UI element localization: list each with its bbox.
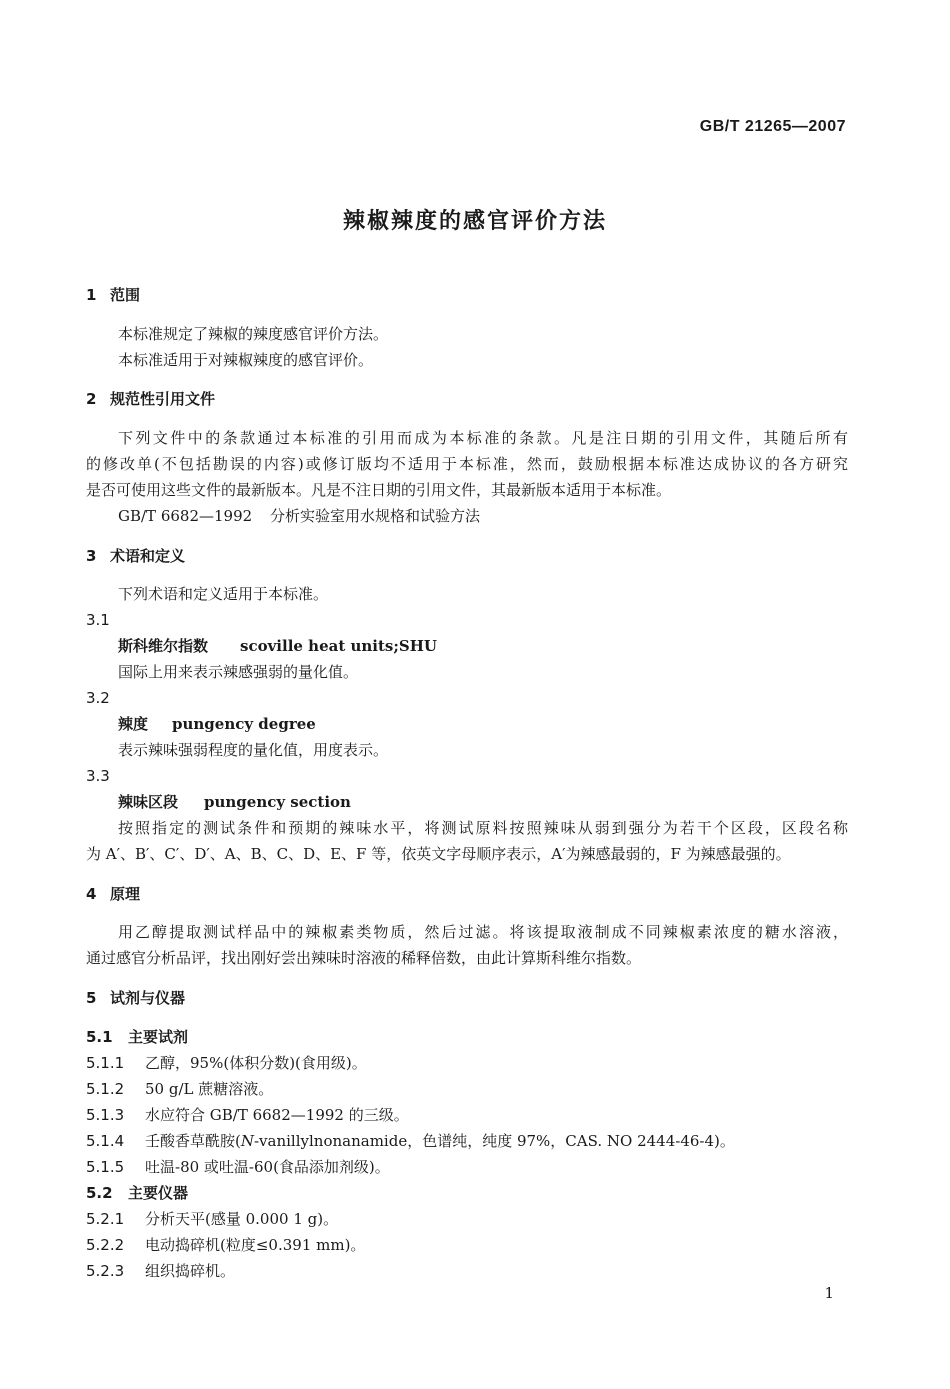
term-definition: 表示辣味强弱程度的量化值，用度表示。 — [118, 741, 389, 759]
term-name: 辣味区段 — [118, 793, 179, 811]
normative-reference-code: GB/T 6682—1992 — [118, 507, 253, 525]
term-number: 3.3 — [86, 767, 110, 785]
item-text: 水应符合 GB/T 6682—1992 的三级。 — [145, 1106, 409, 1124]
item-text-part: -vanillylnonanamide，色谱纯，纯度 97%，CAS. NO 2444-46-4)。 — [253, 1132, 735, 1150]
term-name: 斯科维尔指数 — [118, 637, 209, 655]
item-text: 组织捣碎机。 — [145, 1262, 236, 1280]
subsection-title: 主要试剂 — [128, 1028, 189, 1046]
item-text: 电动捣碎机(粒度≤0.391 mm)。 — [145, 1236, 366, 1254]
item-text: 乙醇，95%(体积分数)(食用级)。 — [145, 1054, 367, 1072]
section-2-title: 规范性引用文件 — [110, 390, 216, 408]
term-number: 3.2 — [86, 689, 110, 707]
section-4-paragraph-line: 用乙醇提取测试样品中的辣椒素类物质，然后过滤。将该提取液制成不同辣椒素浓度的糖水溶液， — [118, 923, 848, 941]
subsection-title: 主要仪器 — [128, 1184, 189, 1202]
item-text: 分析天平(感量 0.000 1 g)。 — [145, 1210, 339, 1228]
term-name: 辣度 — [118, 715, 149, 733]
term-english: pungency section — [204, 793, 351, 811]
normative-reference-title: 分析实验室用水规格和试验方法 — [270, 507, 481, 525]
section-1-paragraph: 本标准规定了辣椒的辣度感官评价方法。 — [118, 325, 389, 343]
section-1-number: 1 — [86, 286, 97, 304]
item-number: 5.1.2 — [86, 1080, 125, 1098]
item-text-part: 壬酸香草酰胺( — [145, 1132, 241, 1150]
item-number: 5.1.1 — [86, 1054, 125, 1072]
section-5-number: 5 — [86, 989, 97, 1007]
section-2-paragraph-line: 是否可使用这些文件的最新版本。凡是不注日期的引用文件，其最新版本适用于本标准。 — [86, 481, 672, 499]
term-english: pungency degree — [172, 715, 316, 733]
page-number: 1 — [824, 1284, 834, 1302]
term-number: 3.1 — [86, 611, 110, 629]
section-3-title: 术语和定义 — [110, 547, 186, 565]
term-definition: 国际上用来表示辣感强弱的量化值。 — [118, 663, 359, 681]
item-number: 5.1.3 — [86, 1106, 125, 1124]
term-definition: 为 A′、B′、C′、D′、A、B、C、D、E、F 等，依英文字母顺序表示，A′为辣感最弱的，F 为辣感最强的。 — [86, 845, 791, 863]
section-1-paragraph: 本标准适用于对辣椒辣度的感官评价。 — [118, 351, 374, 369]
section-3-number: 3 — [86, 547, 97, 565]
item-number: 5.1.4 — [86, 1132, 125, 1150]
item-text: 吐温-80 或吐温-60(食品添加剂级)。 — [145, 1158, 390, 1176]
item-number: 5.2.3 — [86, 1262, 125, 1280]
item-number: 5.2.1 — [86, 1210, 125, 1228]
section-2-paragraph-line: 下列文件中的条款通过本标准的引用而成为本标准的条款。凡是注日期的引用文件，其随后所有 — [118, 429, 848, 447]
section-3-intro: 下列术语和定义适用于本标准。 — [118, 585, 329, 603]
section-2-number: 2 — [86, 390, 97, 408]
item-text-italic: N — [240, 1132, 254, 1150]
item-number: 5.1.5 — [86, 1158, 125, 1176]
section-5-title: 试剂与仪器 — [110, 989, 186, 1007]
subsection-number: 5.1 — [86, 1028, 113, 1046]
item-text — [145, 1131, 735, 1151]
term-english: scoville heat units;SHU — [240, 637, 437, 655]
item-number: 5.2.2 — [86, 1236, 125, 1254]
section-4-number: 4 — [86, 885, 97, 903]
section-4-title: 原理 — [110, 885, 141, 903]
subsection-number: 5.2 — [86, 1184, 113, 1202]
item-text: 50 g/L 蔗糖溶液。 — [145, 1080, 274, 1098]
term-definition: 按照指定的测试条件和预期的辣味水平，将测试原料按照辣味从弱到强分为若干个区段，区段名称 — [118, 819, 848, 837]
document-title: 辣椒辣度的感官评价方法 — [342, 209, 607, 234]
section-1-title: 范围 — [110, 286, 141, 304]
standard-code: GB/T 21265—2007 — [699, 118, 846, 135]
section-4-paragraph-line: 通过感官分析品评，找出刚好尝出辣味时溶液的稀释倍数，由此计算斯科维尔指数。 — [86, 949, 642, 967]
section-2-paragraph-line: 的修改单(不包括勘误的内容)或修订版均不适用于本标准，然而，鼓励根据本标准达成协议的各方研究 — [86, 455, 848, 473]
